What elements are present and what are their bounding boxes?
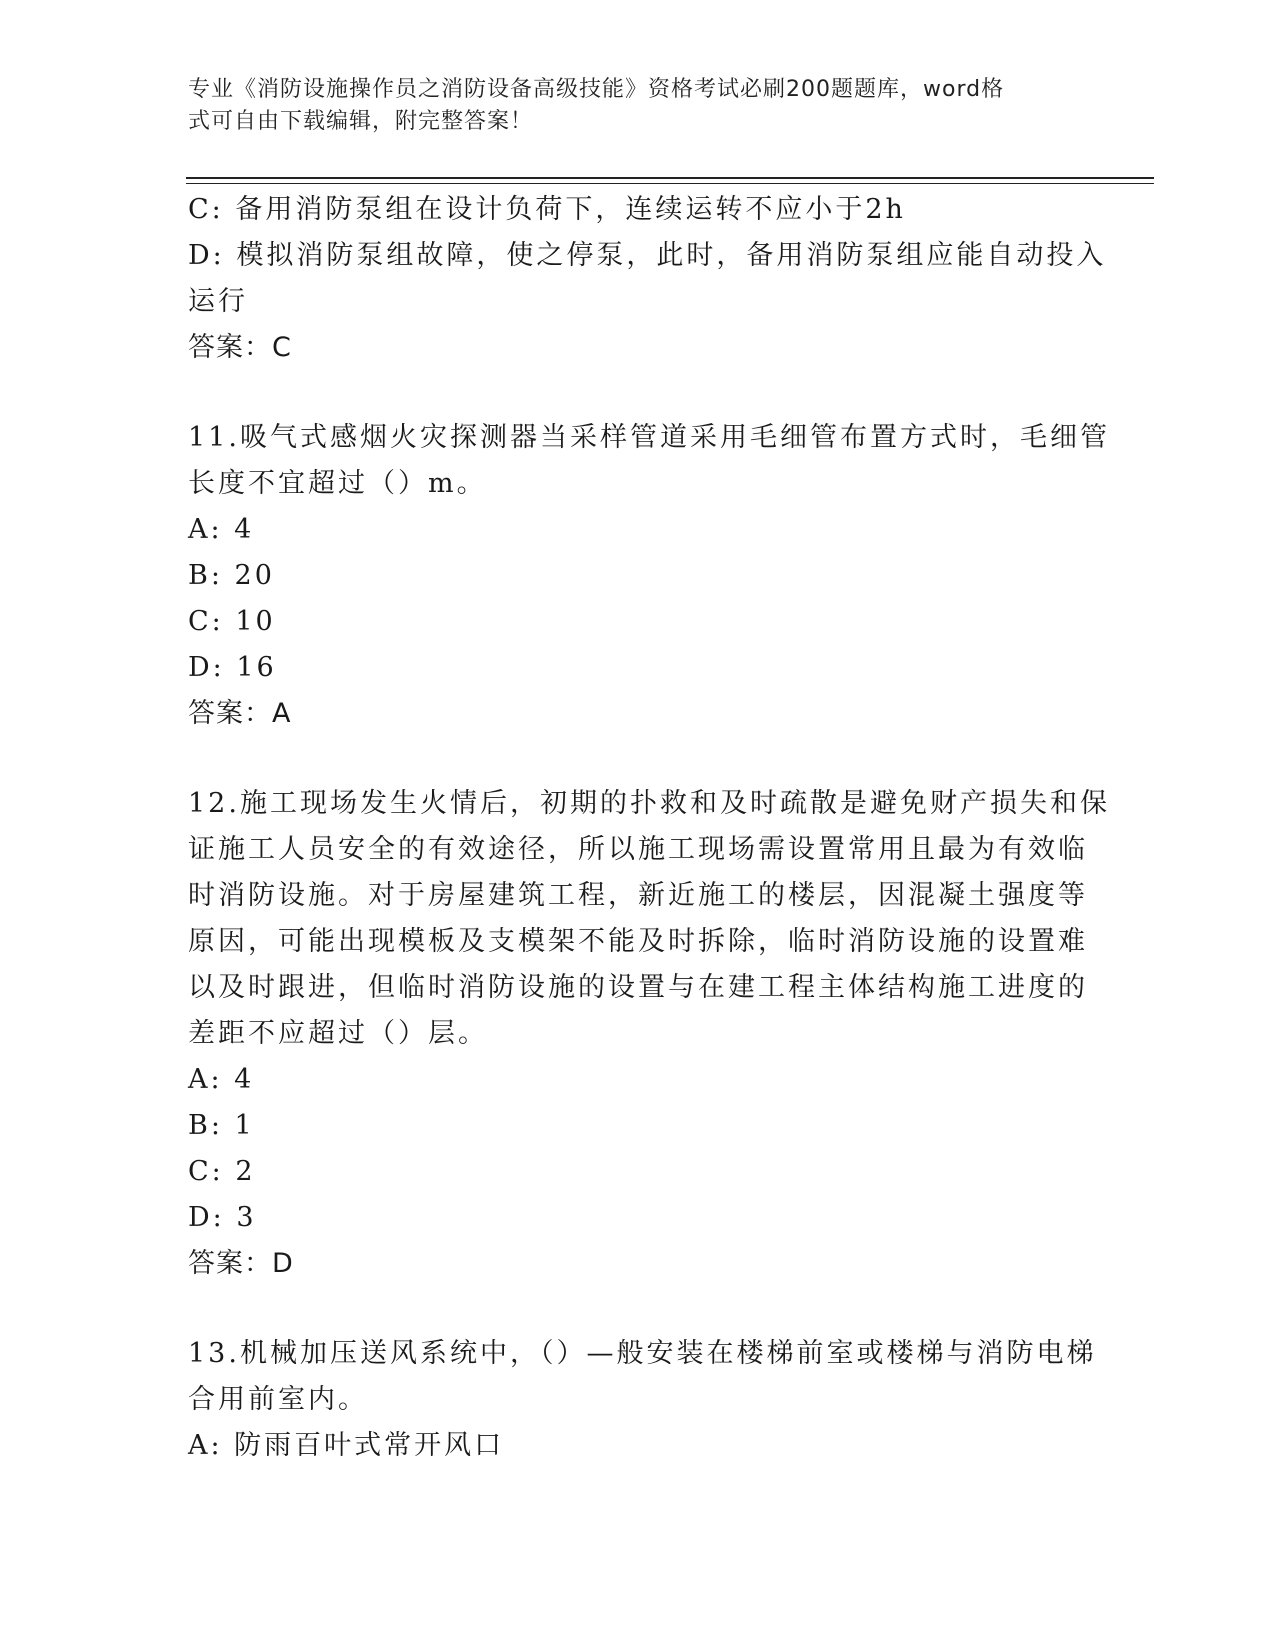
option-a: A: 4 — [188, 1064, 255, 1095]
option-b: B: 1 — [188, 1110, 255, 1141]
question-12 — [188, 781, 1110, 1287]
option-d-continued: 运行 — [188, 286, 248, 317]
header-line-1: 专业《消防设施操作员之消防设备高级技能》资格考试必刷200题题库，word格 — [188, 77, 1005, 102]
question-stem: 12.施工现场发生火情后，初期的扑救和及时疏散是避免财产损失和保 — [188, 788, 1110, 819]
answer: 答案：D — [188, 1248, 294, 1279]
spacer — [188, 371, 1078, 415]
question-stem: 时消防设施。对于房屋建筑工程，新近施工的楼层，因混凝土强度等 — [188, 880, 1088, 911]
question-stem: 合用前室内。 — [188, 1384, 368, 1415]
question-stem: 以及时跟进，但临时消防设施的设置与在建工程主体结构施工进度的 — [188, 972, 1088, 1003]
question-13 — [188, 1331, 1097, 1469]
option-c: C: 2 — [188, 1156, 256, 1187]
header-rule-thick — [186, 177, 1154, 179]
option-d: D: 3 — [188, 1202, 257, 1233]
header-line-2: 式可自由下载编辑，附完整答案！ — [188, 109, 534, 134]
option-b: B: 20 — [188, 560, 275, 591]
answer: 答案：A — [188, 698, 292, 729]
answer: 答案：C — [188, 332, 292, 363]
question-stem: 长度不宜超过（）m。 — [188, 468, 487, 499]
question-stem: 差距不应超过（）层。 — [188, 1018, 488, 1049]
question-stem: 原因，可能出现模板及支模架不能及时拆除，临时消防设施的设置难 — [188, 926, 1088, 957]
option-d: D: 16 — [188, 652, 277, 683]
option-a: A: 4 — [188, 514, 255, 545]
spacer — [188, 1287, 1078, 1331]
question-stem: 13.机械加压送风系统中，（）—般安装在楼梯前室或楼梯与消防电梯 — [188, 1338, 1097, 1369]
header-rule-thin — [186, 183, 1154, 184]
question-10-tail — [188, 187, 1107, 371]
document-body — [188, 187, 1110, 1469]
option-c: C: 10 — [188, 606, 276, 637]
question-11 — [188, 415, 1110, 737]
option-c: C: 备用消防泵组在设计负荷下，连续运转不应小于2h — [188, 194, 906, 225]
question-stem: 证施工人员安全的有效途径，所以施工现场需设置常用且最为有效临 — [188, 834, 1088, 865]
document-header — [188, 74, 1068, 138]
option-d: D: 模拟消防泵组故障，使之停泵，此时，备用消防泵组应能自动投入 — [188, 240, 1107, 271]
option-a: A: 防雨百叶式常开风口 — [188, 1430, 505, 1461]
spacer — [188, 737, 1078, 781]
question-stem: 11.吸气式感烟火灾探测器当采样管道采用毛细管布置方式时，毛细管 — [188, 422, 1110, 453]
